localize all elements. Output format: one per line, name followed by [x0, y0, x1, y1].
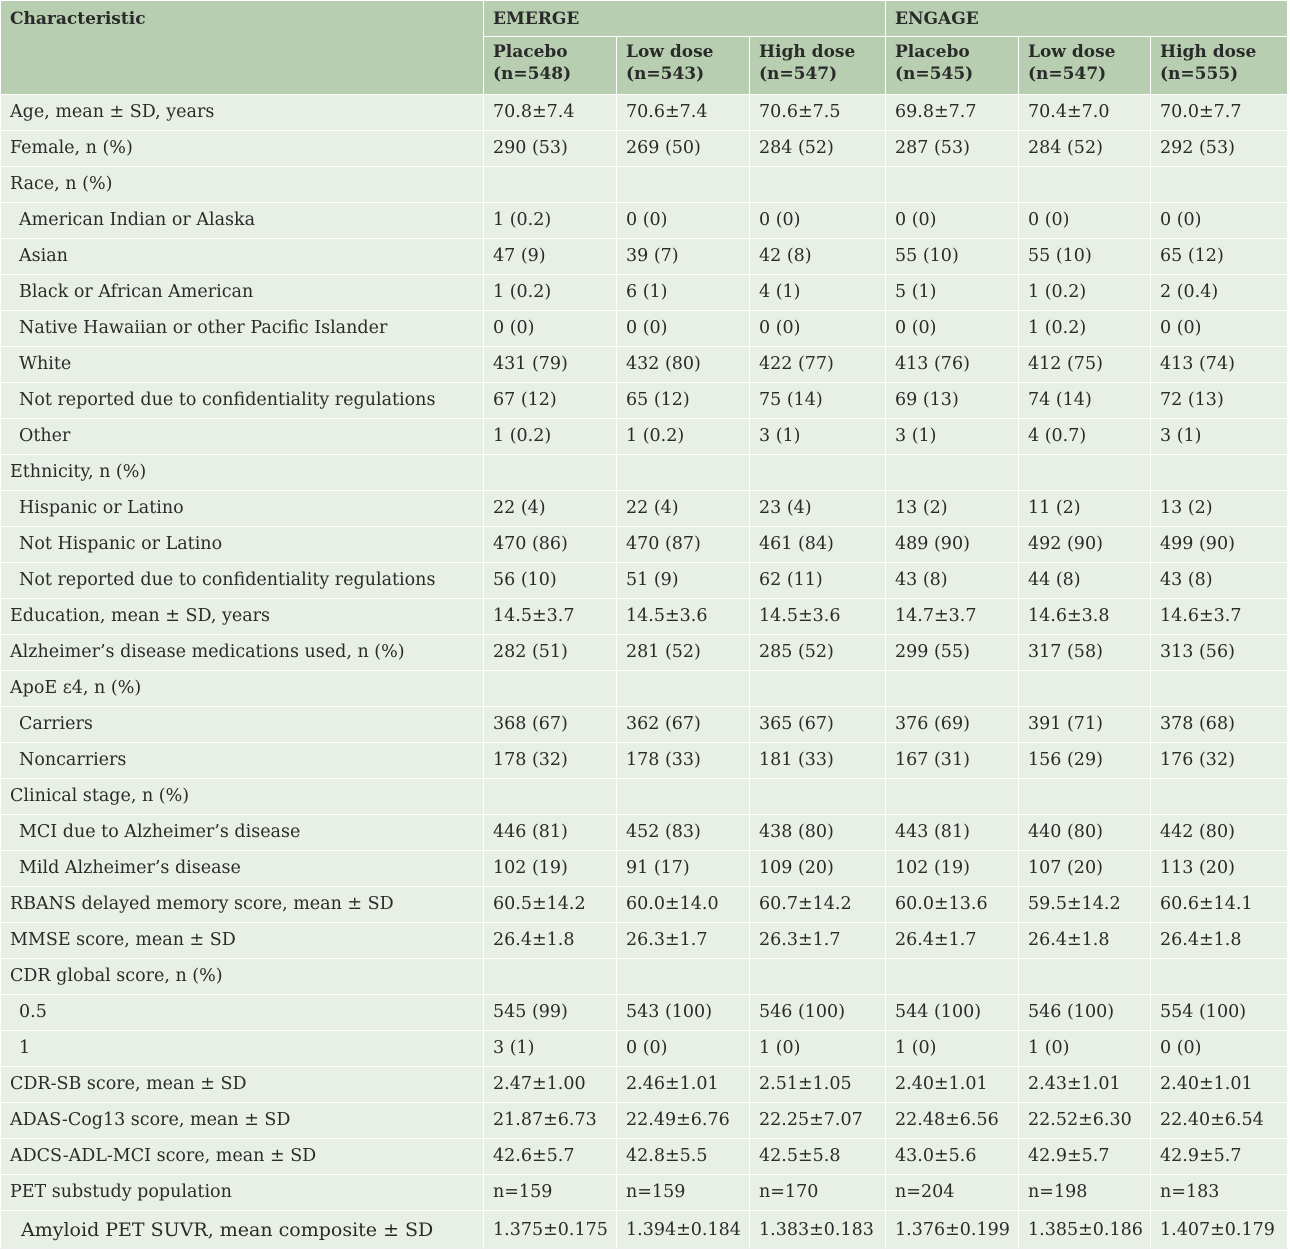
table-cell: 554 (100) — [1151, 995, 1288, 1031]
table-cell — [1019, 959, 1151, 995]
table-row — [1, 995, 1288, 1031]
table-cell: 292 (53) — [1151, 131, 1288, 167]
row-label: RBANS delayed memory score, mean ± SD — [1, 887, 484, 923]
table-cell: 6 (1) — [617, 275, 750, 311]
table-cell: 391 (71) — [1019, 707, 1151, 743]
table-cell: 0 (0) — [886, 203, 1019, 239]
table-cell: n=183 — [1151, 1175, 1288, 1211]
header-label: High dose — [759, 42, 856, 62]
row-label: 0.5 — [1, 995, 484, 1031]
table-cell: 42.6±5.7 — [484, 1139, 617, 1175]
table-row — [1, 887, 1288, 923]
table-cell: 317 (58) — [1019, 635, 1151, 671]
table-row — [1, 959, 1288, 995]
table-cell: 1 (0.2) — [484, 275, 617, 311]
table-cell: 26.3±1.7 — [617, 923, 750, 959]
table-cell: 313 (56) — [1151, 635, 1288, 671]
table-cell: 432 (80) — [617, 347, 750, 383]
table-cell: 492 (90) — [1019, 527, 1151, 563]
table-cell: 299 (55) — [886, 635, 1019, 671]
row-label: Asian — [1, 239, 484, 275]
table-cell: 43 (8) — [1151, 563, 1288, 599]
row-label: Carriers — [1, 707, 484, 743]
table-cell: 489 (90) — [886, 527, 1019, 563]
row-label: MCI due to Alzheimer’s disease — [1, 815, 484, 851]
table-row — [1, 815, 1288, 851]
table-cell: 14.5±3.6 — [617, 599, 750, 635]
header-n: (n=547) — [1028, 64, 1107, 84]
row-label: Mild Alzheimer’s disease — [1, 851, 484, 887]
table-cell: 2.40±1.01 — [886, 1067, 1019, 1103]
table-cell: 442 (80) — [1151, 815, 1288, 851]
table-cell: 0 (0) — [750, 203, 886, 239]
row-label: CDR global score, n (%) — [1, 959, 484, 995]
table-cell: 2.40±1.01 — [1151, 1067, 1288, 1103]
table-cell: 60.0±14.0 — [617, 887, 750, 923]
table-cell: 176 (32) — [1151, 743, 1288, 779]
table-cell — [750, 455, 886, 491]
table-cell: 0 (0) — [617, 203, 750, 239]
table-row — [1, 1175, 1288, 1211]
table-cell: 413 (74) — [1151, 347, 1288, 383]
table-cell: 23 (4) — [750, 491, 886, 527]
table-cell: 113 (20) — [1151, 851, 1288, 887]
table-cell — [1019, 779, 1151, 815]
table-cell: 2.43±1.01 — [1019, 1067, 1151, 1103]
table-cell: 2.51±1.05 — [750, 1067, 886, 1103]
table-cell: 178 (32) — [484, 743, 617, 779]
table-cell: 546 (100) — [1019, 995, 1151, 1031]
table-cell — [886, 779, 1019, 815]
row-label: Ethnicity, n (%) — [1, 455, 484, 491]
row-label: Education, mean ± SD, years — [1, 599, 484, 635]
row-label: Clinical stage, n (%) — [1, 779, 484, 815]
table-cell — [617, 671, 750, 707]
table-cell: 499 (90) — [1151, 527, 1288, 563]
table-cell: 368 (67) — [484, 707, 617, 743]
table-row — [1, 455, 1288, 491]
table-cell: 0 (0) — [484, 311, 617, 347]
table-cell: 14.5±3.7 — [484, 599, 617, 635]
table-row — [1, 1103, 1288, 1139]
table-cell: 0 (0) — [1151, 203, 1288, 239]
table-row — [1, 95, 1288, 131]
table-cell: 1 (0) — [1019, 1031, 1151, 1067]
table-row — [1, 1139, 1288, 1175]
row-label: CDR-SB score, mean ± SD — [1, 1067, 484, 1103]
table-cell: 178 (33) — [617, 743, 750, 779]
table-cell: 3 (1) — [886, 419, 1019, 455]
table-cell: 0 (0) — [750, 311, 886, 347]
row-label: ADAS-Cog13 score, mean ± SD — [1, 1103, 484, 1139]
table-cell: 26.4±1.8 — [484, 923, 617, 959]
table-cell: 285 (52) — [750, 635, 886, 671]
table-cell: 13 (2) — [886, 491, 1019, 527]
table-row — [1, 1211, 1288, 1250]
table-cell: 470 (87) — [617, 527, 750, 563]
header-group-engage: ENGAGE — [886, 1, 1288, 37]
table-cell: 431 (79) — [484, 347, 617, 383]
table-row — [1, 1067, 1288, 1103]
table-cell: n=159 — [484, 1175, 617, 1211]
row-label: Age, mean ± SD, years — [1, 95, 484, 131]
row-label: Other — [1, 419, 484, 455]
table-cell: 14.6±3.8 — [1019, 599, 1151, 635]
table-cell: 284 (52) — [750, 131, 886, 167]
table-cell: 5 (1) — [886, 275, 1019, 311]
table-cell: 22.49±6.76 — [617, 1103, 750, 1139]
header-engage-placebo — [886, 37, 1019, 95]
table-cell: 1.385±0.186 — [1019, 1211, 1151, 1250]
table-cell: 14.6±3.7 — [1151, 599, 1288, 635]
table-cell: 4 (0.7) — [1019, 419, 1151, 455]
table-header — [1, 1, 1288, 95]
header-n: (n=548) — [493, 64, 572, 84]
header-n: (n=547) — [759, 64, 838, 84]
table-cell: 269 (50) — [617, 131, 750, 167]
table-cell: 70.6±7.4 — [617, 95, 750, 131]
table-cell: 70.6±7.5 — [750, 95, 886, 131]
table-cell: 39 (7) — [617, 239, 750, 275]
header-characteristic: Characteristic — [1, 1, 484, 95]
table-row — [1, 707, 1288, 743]
table-cell: 59.5±14.2 — [1019, 887, 1151, 923]
table-cell: 55 (10) — [886, 239, 1019, 275]
row-label: Native Hawaiian or other Pacific Islander — [1, 311, 484, 347]
row-label: Black or African American — [1, 275, 484, 311]
table-cell: 22 (4) — [617, 491, 750, 527]
table-cell — [1151, 779, 1288, 815]
header-n: (n=555) — [1160, 64, 1239, 84]
table-cell: 42.8±5.5 — [617, 1139, 750, 1175]
table-cell: 362 (67) — [617, 707, 750, 743]
table-cell: 287 (53) — [886, 131, 1019, 167]
table-cell: 60.0±13.6 — [886, 887, 1019, 923]
table-cell: 47 (9) — [484, 239, 617, 275]
row-label: Female, n (%) — [1, 131, 484, 167]
table-row — [1, 779, 1288, 815]
table-cell: 26.4±1.8 — [1151, 923, 1288, 959]
table-cell — [484, 455, 617, 491]
table-cell — [484, 671, 617, 707]
table-cell: 1 (0.2) — [1019, 275, 1151, 311]
table-cell — [617, 167, 750, 203]
table-cell: 26.4±1.8 — [1019, 923, 1151, 959]
table-cell: 62 (11) — [750, 563, 886, 599]
table-cell: 1.383±0.183 — [750, 1211, 886, 1250]
table-cell — [886, 455, 1019, 491]
table-cell: 1 (0.2) — [617, 419, 750, 455]
table-cell: 422 (77) — [750, 347, 886, 383]
table-cell: 378 (68) — [1151, 707, 1288, 743]
table-cell: 43 (8) — [886, 563, 1019, 599]
table-cell: 1.394±0.184 — [617, 1211, 750, 1250]
table-cell: 0 (0) — [1151, 311, 1288, 347]
table-row — [1, 743, 1288, 779]
table-cell — [617, 455, 750, 491]
table-row — [1, 131, 1288, 167]
table-cell: 440 (80) — [1019, 815, 1151, 851]
table-cell — [750, 959, 886, 995]
table-cell: 60.6±14.1 — [1151, 887, 1288, 923]
header-label: Placebo — [493, 42, 568, 62]
table-cell: 3 (1) — [484, 1031, 617, 1067]
header-emerge-placebo — [484, 37, 617, 95]
header-label: Low dose — [626, 42, 714, 62]
header-emerge-high-dose — [750, 37, 886, 95]
table-cell: n=159 — [617, 1175, 750, 1211]
table-cell — [617, 779, 750, 815]
table-cell: 13 (2) — [1151, 491, 1288, 527]
table-cell: 0 (0) — [1019, 203, 1151, 239]
table-cell: 452 (83) — [617, 815, 750, 851]
table-cell: 1 (0) — [750, 1031, 886, 1067]
table-cell: 0 (0) — [1151, 1031, 1288, 1067]
table-cell: 70.4±7.0 — [1019, 95, 1151, 131]
table-cell: 55 (10) — [1019, 239, 1151, 275]
header-label: Placebo — [895, 42, 970, 62]
table-cell: n=170 — [750, 1175, 886, 1211]
row-label: ADCS-ADL-MCI score, mean ± SD — [1, 1139, 484, 1175]
table-cell: 446 (81) — [484, 815, 617, 851]
table-cell: 2.46±1.01 — [617, 1067, 750, 1103]
table-cell: 167 (31) — [886, 743, 1019, 779]
table-cell: 75 (14) — [750, 383, 886, 419]
table-cell: 70.0±7.7 — [1151, 95, 1288, 131]
table-cell: 470 (86) — [484, 527, 617, 563]
table-cell — [886, 167, 1019, 203]
table-cell: 11 (2) — [1019, 491, 1151, 527]
table-cell: 412 (75) — [1019, 347, 1151, 383]
table-row — [1, 1031, 1288, 1067]
table-cell: 1.375±0.175 — [484, 1211, 617, 1250]
table-cell: 102 (19) — [484, 851, 617, 887]
table-cell: 376 (69) — [886, 707, 1019, 743]
table-cell — [1019, 455, 1151, 491]
table-cell: 1 (0.2) — [1019, 311, 1151, 347]
table-cell: 102 (19) — [886, 851, 1019, 887]
table-row — [1, 635, 1288, 671]
header-emerge-low-dose — [617, 37, 750, 95]
table-row — [1, 275, 1288, 311]
table-cell: 42.9±5.7 — [1151, 1139, 1288, 1175]
table-cell: 3 (1) — [750, 419, 886, 455]
table-cell: 56 (10) — [484, 563, 617, 599]
table-row — [1, 167, 1288, 203]
table-cell: 443 (81) — [886, 815, 1019, 851]
table-cell: 1 (0) — [886, 1031, 1019, 1067]
table-cell: 107 (20) — [1019, 851, 1151, 887]
table-cell: 65 (12) — [617, 383, 750, 419]
row-label: Not Hispanic or Latino — [1, 527, 484, 563]
table-cell — [617, 959, 750, 995]
table-cell — [1151, 455, 1288, 491]
table-cell: 26.3±1.7 — [750, 923, 886, 959]
table-cell: 2 (0.4) — [1151, 275, 1288, 311]
table-cell: 22.52±6.30 — [1019, 1103, 1151, 1139]
table-cell: n=198 — [1019, 1175, 1151, 1211]
row-label: Alzheimer’s disease medications used, n (%) — [1, 635, 484, 671]
table-cell: 70.8±7.4 — [484, 95, 617, 131]
table-cell: 42.9±5.7 — [1019, 1139, 1151, 1175]
table-cell: 22.25±7.07 — [750, 1103, 886, 1139]
table-cell: 65 (12) — [1151, 239, 1288, 275]
table-row — [1, 419, 1288, 455]
table-cell — [484, 167, 617, 203]
table-row — [1, 203, 1288, 239]
row-label: PET substudy population — [1, 1175, 484, 1211]
row-label: American Indian or Alaska — [1, 203, 484, 239]
table-cell: 284 (52) — [1019, 131, 1151, 167]
table-cell — [886, 671, 1019, 707]
table-cell: 42.5±5.8 — [750, 1139, 886, 1175]
table-cell — [1151, 671, 1288, 707]
table-cell: 4 (1) — [750, 275, 886, 311]
row-label: Race, n (%) — [1, 167, 484, 203]
header-label: Low dose — [1028, 42, 1116, 62]
table-row — [1, 599, 1288, 635]
table-cell — [1019, 167, 1151, 203]
header-engage-high-dose — [1151, 37, 1288, 95]
table-cell — [750, 167, 886, 203]
table-cell: 156 (29) — [1019, 743, 1151, 779]
table-cell: 14.7±3.7 — [886, 599, 1019, 635]
table-cell: 26.4±1.7 — [886, 923, 1019, 959]
table-cell: n=204 — [886, 1175, 1019, 1211]
header-n: (n=545) — [895, 64, 974, 84]
table-cell: 91 (17) — [617, 851, 750, 887]
table-cell: 0 (0) — [617, 311, 750, 347]
table-cell: 74 (14) — [1019, 383, 1151, 419]
row-label: Not reported due to confidentiality regulations — [1, 383, 484, 419]
table-cell: 109 (20) — [750, 851, 886, 887]
row-label: White — [1, 347, 484, 383]
table-row — [1, 383, 1288, 419]
table-cell: 22.48±6.56 — [886, 1103, 1019, 1139]
table-cell: 60.7±14.2 — [750, 887, 886, 923]
table-cell: 461 (84) — [750, 527, 886, 563]
table-cell: 22 (4) — [484, 491, 617, 527]
table-cell: 0 (0) — [617, 1031, 750, 1067]
table-cell: 1 (0.2) — [484, 419, 617, 455]
row-label: 1 — [1, 1031, 484, 1067]
table-cell: 545 (99) — [484, 995, 617, 1031]
table-row — [1, 923, 1288, 959]
table-cell: 438 (80) — [750, 815, 886, 851]
table-cell: 69.8±7.7 — [886, 95, 1019, 131]
table-cell: 60.5±14.2 — [484, 887, 617, 923]
table-row — [1, 239, 1288, 275]
table-cell: 0 (0) — [886, 311, 1019, 347]
table-cell: 67 (12) — [484, 383, 617, 419]
table-cell: 14.5±3.6 — [750, 599, 886, 635]
table-cell — [750, 779, 886, 815]
table-cell — [886, 959, 1019, 995]
header-engage-low-dose — [1019, 37, 1151, 95]
table-cell: 69 (13) — [886, 383, 1019, 419]
table-cell: 290 (53) — [484, 131, 617, 167]
table-row — [1, 527, 1288, 563]
table-cell: 544 (100) — [886, 995, 1019, 1031]
table-cell: 51 (9) — [617, 563, 750, 599]
table-cell: 3 (1) — [1151, 419, 1288, 455]
table-cell: 282 (51) — [484, 635, 617, 671]
table-cell: 42 (8) — [750, 239, 886, 275]
table-cell: 44 (8) — [1019, 563, 1151, 599]
table-cell: 72 (13) — [1151, 383, 1288, 419]
table-cell: 413 (76) — [886, 347, 1019, 383]
row-label: Noncarriers — [1, 743, 484, 779]
header-label: High dose — [1160, 42, 1257, 62]
table-cell: 43.0±5.6 — [886, 1139, 1019, 1175]
table-cell: 22.40±6.54 — [1151, 1103, 1288, 1139]
header-row-groups — [1, 1, 1288, 37]
table-cell: 2.47±1.00 — [484, 1067, 617, 1103]
table-cell: 365 (67) — [750, 707, 886, 743]
table-cell: 1 (0.2) — [484, 203, 617, 239]
table-body — [1, 95, 1288, 1250]
table-cell — [484, 959, 617, 995]
table-cell — [1151, 167, 1288, 203]
row-label: Not reported due to confidentiality regulations — [1, 563, 484, 599]
row-label: Amyloid PET SUVR, mean composite ± SD — [1, 1211, 484, 1250]
table-row — [1, 671, 1288, 707]
table-cell: 543 (100) — [617, 995, 750, 1031]
table-cell — [484, 779, 617, 815]
table-cell — [1019, 671, 1151, 707]
table-row — [1, 563, 1288, 599]
header-n: (n=543) — [626, 64, 705, 84]
table-row — [1, 311, 1288, 347]
table-cell — [750, 671, 886, 707]
table-row — [1, 347, 1288, 383]
table-cell — [1151, 959, 1288, 995]
table-cell: 1.407±0.179 — [1151, 1211, 1288, 1250]
row-label: MMSE score, mean ± SD — [1, 923, 484, 959]
table-cell: 546 (100) — [750, 995, 886, 1031]
table-cell: 181 (33) — [750, 743, 886, 779]
row-label: ApoE ε4, n (%) — [1, 671, 484, 707]
table-row — [1, 851, 1288, 887]
table-cell: 1.376±0.199 — [886, 1211, 1019, 1250]
table-row — [1, 491, 1288, 527]
table-cell: 281 (52) — [617, 635, 750, 671]
header-group-emerge: EMERGE — [484, 1, 886, 37]
row-label: Hispanic or Latino — [1, 491, 484, 527]
table-cell: 21.87±6.73 — [484, 1103, 617, 1139]
